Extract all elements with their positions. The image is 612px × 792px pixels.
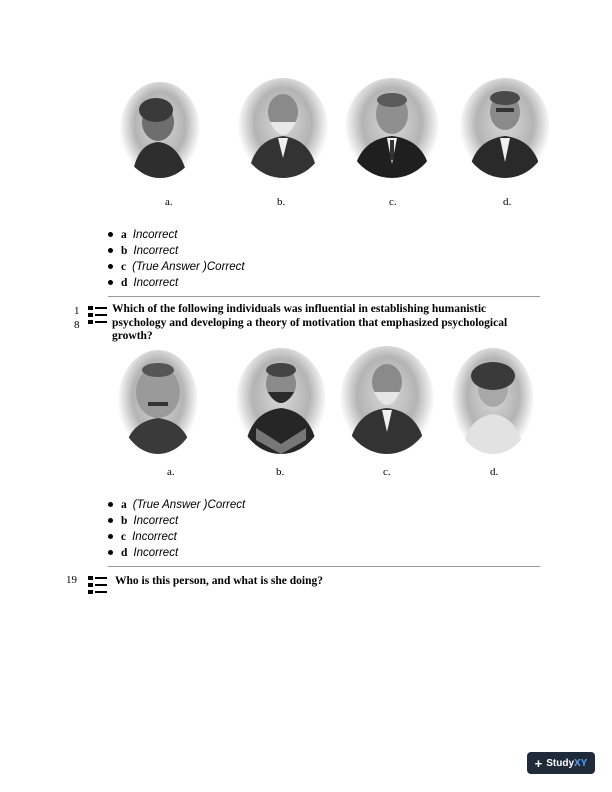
- option-17c: c (True Answer )Correct: [108, 260, 245, 274]
- portrait-17d: [460, 78, 550, 178]
- bullet-icon: [108, 502, 113, 507]
- portrait-17a: [120, 82, 200, 178]
- bullet-icon: [108, 280, 113, 285]
- image-label-17d: d.: [503, 196, 512, 208]
- brand-name: StudyXY: [546, 757, 588, 769]
- portrait-17b: [238, 78, 328, 178]
- bullet-icon: [108, 248, 113, 253]
- image-label-18d: d.: [490, 466, 499, 478]
- option-18c: c Incorrect: [108, 530, 177, 544]
- question-text: Who is this person, and what is she doing?: [115, 575, 324, 587]
- list-icon: [88, 305, 108, 325]
- portrait-18a: [118, 350, 198, 454]
- option-17b: b Incorrect: [108, 244, 178, 258]
- bullet-icon: [108, 550, 113, 555]
- option-17d: d Incorrect: [108, 276, 178, 290]
- image-label-17b: b.: [277, 196, 286, 208]
- image-label-18b: b.: [276, 466, 285, 478]
- studyxy-badge[interactable]: [527, 752, 595, 774]
- bullet-icon: [108, 264, 113, 269]
- portrait-17c: [345, 78, 439, 178]
- portrait-18d: [452, 348, 534, 454]
- list-icon: [88, 575, 108, 595]
- divider: [108, 296, 540, 297]
- plus-icon: +: [534, 755, 543, 771]
- option-17a: a Incorrect: [108, 228, 178, 242]
- image-label-18a: a.: [167, 466, 175, 478]
- bullet-icon: [108, 518, 113, 523]
- image-label-17a: a.: [165, 196, 173, 208]
- portrait-18b: [236, 348, 326, 454]
- bullet-icon: [108, 232, 113, 237]
- portrait-18c: [340, 346, 434, 454]
- question-number: 1: [74, 305, 80, 317]
- image-label-18c: c.: [383, 466, 391, 478]
- divider: [108, 566, 540, 567]
- option-18b: b Incorrect: [108, 514, 178, 528]
- option-18a: a (True Answer )Correct: [108, 498, 245, 512]
- image-label-17c: c.: [389, 196, 397, 208]
- question-number-cont: 8: [74, 319, 80, 331]
- question-text: Which of the following individuals was influential in establishing humanistic psychology and developing a theory of motivation that emphasized psychological growth?: [112, 303, 508, 342]
- option-18d: d Incorrect: [108, 546, 178, 560]
- bullet-icon: [108, 534, 113, 539]
- question-number: 19: [66, 574, 77, 586]
